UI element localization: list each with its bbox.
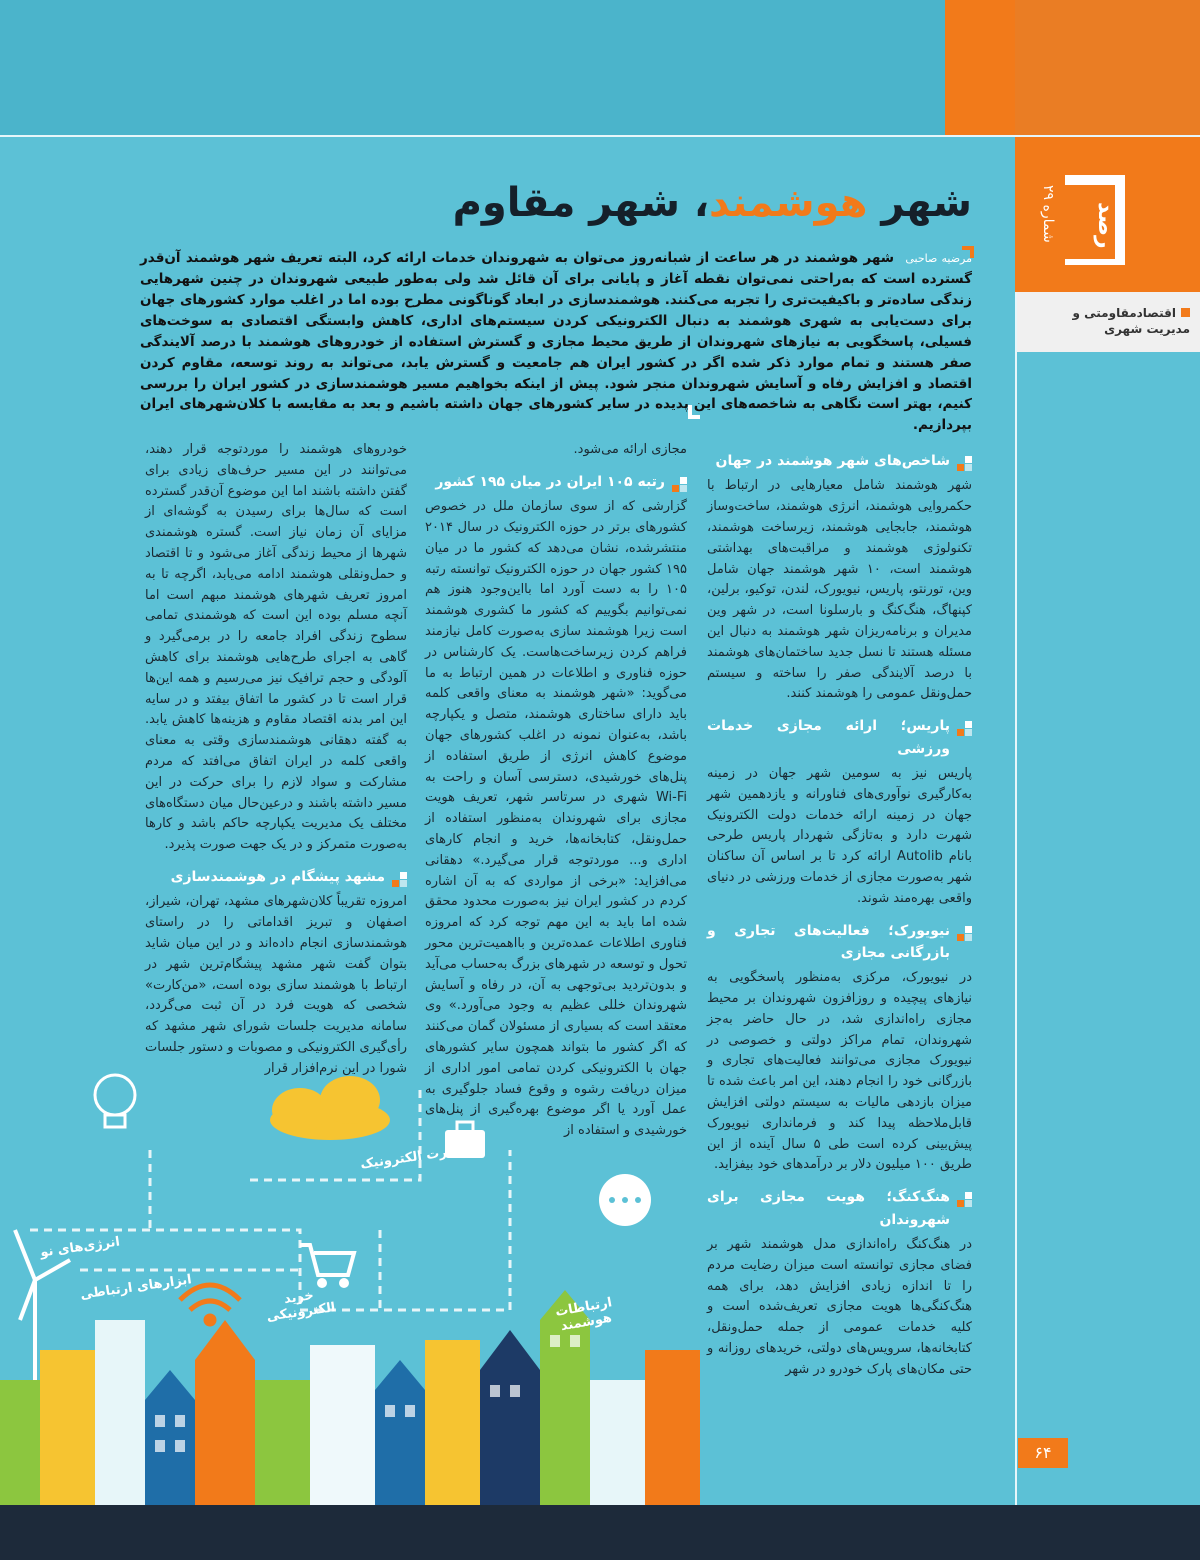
bullet-icon	[956, 456, 972, 472]
issue-number: شماره ۲۹	[1040, 185, 1056, 243]
paragraph: مجازی ارائه می‌شود.	[573, 442, 687, 457]
paragraph: امروزه تقریباً کلان‌شهرهای مشهد، تهران، شیراز، اصفهان و تبریز اقداماتی را در راستای هوشمندسازی انجام داده‌اند و در این میان شاید بتوان گفت شهر مشهد پیشگام‌ترین شهر در ارتباط با هوشمند سازی بوده است، «من‌کارت» شخصی که هویت فرد در آن ثبت می‌گردد، سامانه مدیریت جلسات شورای شهر مشهد که رأی‌گیری الکترونیکی و مصوبات و دستور جلسات شورا در این نرم‌افزار قرار	[145, 894, 407, 1076]
label-e-shopping: خرید الکترونیکی	[265, 1288, 337, 1325]
subheading: پاریس؛ ارائه مجازی خدمات ورزشی	[707, 715, 972, 760]
label-communication-tools: ابزارهای ارتباطی	[79, 1272, 193, 1303]
subheading: مشهد پیشگام در هوشمندسازی	[145, 866, 407, 888]
chat-icon	[599, 1174, 651, 1226]
page-number: ۶۴	[1018, 1438, 1068, 1468]
lightbulb-icon	[95, 1075, 135, 1127]
subheading: نیویورک؛ فعالیت‌های تجاری و بازرگانی مجازی	[707, 920, 972, 965]
square-icon	[1181, 308, 1190, 317]
paragraph: در نیویورک، مرکزی به‌منظور پاسخگویی به نیازهای پیچیده و روزافزون شهروندان بر محیط مجازی راه‌اندازی شد، در حال حاضر به‌جز شهروندان، تمام مراکز دولتی و خصوصی در نیویورک مجازی می‌توانند فعالیت‌های تجاری و بازرگانی خود را انجام دهند، این امر باعث شده تا میزان بازدهی مالیات به سیستم دولتی افزایش قابل‌ملاحظه پیدا کند و فرمانداری نیویورک پیش‌بینی کرده است طی ۵ سال آینده از این طریق ۱۰۰ میلیون دلار بر درآمدهای خود بیفزاید.	[707, 970, 972, 1173]
column-3	[145, 440, 407, 1084]
label-ecommerce: تجارت الکترونیک	[359, 1142, 467, 1173]
subheading: هنگ‌کنگ؛ هویت مجازی برای شهروندان	[707, 1186, 972, 1231]
lead-end-mark	[688, 405, 700, 419]
title-highlight: هوشمند	[709, 180, 868, 226]
wifi-icon	[180, 1285, 240, 1324]
footer-bar	[0, 1505, 1200, 1560]
section-tag	[1030, 305, 1190, 337]
bullet-icon	[956, 721, 972, 737]
bullet-icon	[956, 926, 972, 942]
bullet-icon	[671, 477, 687, 493]
bullet-icon	[956, 1192, 972, 1208]
paragraph: در هنگ‌کنگ راه‌اندازی مدل هوشمند شهر بر فضای مجازی توانسته است میزان رضایت مردم را تا اندازه زیادی افزایش دهد، برای همه هنگ‌کنگی‌ها هویت مجازی تعریف‌شده است و کلیه خدمات عمومی از جمله حمل‌ونقل، کتابخانه‌ها، سرویس‌های دولتی، خریدهای روزانه و حتی مکان‌های پارک خودرو در شهر	[707, 1237, 972, 1377]
smart-city-illustration	[0, 1000, 700, 1505]
author-name: مرضیه صاحبی	[905, 252, 973, 265]
shopping-cart-icon	[300, 1245, 354, 1286]
subheading: رتبه ۱۰۵ ایران در میان ۱۹۵ کشور	[425, 471, 687, 493]
bullet-icon	[391, 872, 407, 888]
column-1	[707, 440, 972, 1385]
paragraph: گزارشی که از سوی سازمان ملل در خصوص کشورهای برتر در حوزه الکترونیک در سال ۲۰۱۴ منتشرشده، نشان می‌دهد که کشور ما در میان ۱۹۵ کشور جهان در حوزه الکترونیک توانسته رتبه ۱۰۵ را به دست آورد اما بااین‌وجود هنوز هم نمی‌توانیم بگوییم که کشور ما کشوری هوشمند است زیرا هوشمند سازی به‌صورت کامل نیازمند فراهم کردن زیرساخت‌هاست. یک کارشناس در حوزه فناوری و اطلاعات در همین ارتباط به ما می‌گوید: «شهر هوشمند به معنای واقعی کلمه باید دارای ساختاری هوشمند، متصل و یکپارچه باشد، به‌عنوان نمونه در اغلب کشورهای جهان موضوع کاهش انرژی از طریق استفاده از پنل‌های خورشیدی، دسترسی آسان و راحت به Wi-Fi شهری در سرتاسر شهر، تعریف هویت مجازی برای شهروندان به‌منظور استفاده از حمل‌ونقل، کتابخانه‌ها، خرید و انجام کارهای اداری و... موردتوجه قرار می‌گیرد.» دهقانی می‌افزاید: «برخی از مواردی که به آن اشاره کردم در کشور ایران نیز به‌صورت محدود محقق شده اما باید به این مهم توجه کرد که امروزه فناوری اطلاعات عمده‌ترین و بااهمیت‌ترین محور تحول و توسعه در شهرهای بزرگ به‌حساب می‌آید و بدون‌تردید بی‌توجهی به آن، در رفاه و آسایش شهروندان خللی عظیم به وجود می‌آورد.» وی معتقد است که بسیاری از مسئولان گمان می‌کنند که اگر کشور ما بتواند همچون سایر کشورهای جهان با الکترونیکی کردن تمامی امور اداری از میزان دریافت رشوه و وقوع فساد جلوگیری به عمل آورد یا اگر موضوع بهره‌گیری از پنل‌های خورشیدی و استفاده از	[425, 499, 687, 1139]
sidebar-panel	[1015, 292, 1200, 1560]
paragraph: پاریس نیز به سومین شهر جهان در زمینه به‌کارگیری نوآوری‌های فناورانه و یازدهمین شهر جهان در زمینه ارائه خدمات دولت الکترونیک شهرت دارد و به‌تازگی شهردار پاریس طرحی بانام Autolib ارائه کرد تا بر اساس آن ساکنان شهر به‌صورت مجازی از خدمات ورزشی در دنیای واقعی بهره‌مند شوند.	[707, 765, 972, 906]
paragraph: خودروهای هوشمند را موردتوجه قرار دهند، می‌توانند در این مسیر حرف‌های زیادی برای گفتن داشته باشند اما این موضوع آن‌قدر گسترده است که سال‌ها برای رسیدن به گوشه‌ای از مزایای آن زمان نیاز است. گستره هوشمندی شهرها از محیط زندگی آغاز می‌شود و تا اقتصاد و حمل‌ونقلی هوشمند ادامه می‌یابد، اگرچه تا به امروز تعریف شهرهای هوشمند مبهم است اما آنچه مسلم بوده این است که هوشمندی تمامی سطوح زندگی افراد جامعه را در برمی‌گیرد و گاهی به اجرای طرح‌هایی هوشمند برای کاهش آلودگی و حجم ترافیک نیز می‌رسیم و همه این‌ها قرار است تا در کشور ما اتفاق بیفتد و در سایه این امر بدنه اقتصاد مقاوم و هزینه‌ها کاهش یابد. به گفته دهقانی هوشمندسازی وقتی به معنای واقعی کلمه در ایران اتفاق می‌افتد که مردم مشارکت و سواد لازم را برای حرکت در این مسیر داشته باشند و درعین‌حال میان دستگاه‌های مختلف یک مدیریت یکپارچه حاکم باشد و کارها به‌صورت متمرکز و در یک جهت صورت پذیرد.	[145, 442, 407, 853]
orange-accent-block	[945, 0, 1015, 135]
label-renewable-energy: انرژی‌های نو	[39, 1234, 121, 1261]
paragraph: شهر هوشمند شامل معیارهایی در ارتباط با حکمروایی هوشمند، انرژی هوشمند، ساخت‌وساز هوشمند، جابجایی هوشمند، زیرساخت هوشمند، تکنولوژی هوشمند و مراقبت‌های بهداشتی هوشمند است، ۱۰ شهر هوشمند جهان شامل وین، تورنتو، پاریس، نیویورک، لندن، توکیو، برلین، کپنهاگ، هنگ‌کنگ و بارسلونا است، در شهر وین مدیران و برنامه‌ریزان شهر هوشمند به دنبال این مسئله هستند تا نسل جدید ساختمان‌های هوشمند با درصد آلایندگی صفر را ساخته و سیستم حمل‌ونقل عمومی را هوشمند کنند.	[707, 478, 972, 702]
magazine-logo: رصد	[1093, 201, 1118, 249]
label-smart-communications: ارتباطات هوشمند	[554, 1295, 614, 1335]
article-lead	[140, 248, 972, 436]
lead-text: شهر هوشمند در هر ساعت از شبانه‌روز می‌توان به شهروندان خدمات ارائه کرد، البته تعریف شهر هوشمند آن‌قدر گسترده است که به‌راحتی نمی‌توان نقطه آغاز و پایانی برای آن قائل شد ولی به‌طور طبیعی شهروندان در چنین شهرهایی زندگی ساده‌تر و باکیفیت‌تری را تجربه می‌کنند. هوشمندسازی در ابعاد گوناگونی مطرح بوده اما در اغلب موارد کشورهای جهان برای دست‌یابی به شهری هوشمند به دنبال الکترونیکی کردن سیستم‌های اداری، کاهش وابستگی اقتصادی به سوخت‌های فسیلی، پاسخگویی به نیازهای شهروندان از طریق محیط مجازی و گسترش استفاده از خودروهای هوشمند با درصد آلایندگی صفر هستند و تمام موارد ذکر شده اگر در کشور ایران هم جامعیت و گسترش یابد، می‌تواند به روند توسعه، مقاوم کردن اقتصاد و افزایش رفاه و آسایش شهروندان منجر شود. پیش از اینکه بخواهیم مسیر هوشمندسازی در کشور ایران را بررسی کنیم، بهتر است نگاهی به شاخصه‌های این پدیده در سایر کشورهای جهان داشته باشیم و بعد به مقایسه با کلان‌شهرهای ایران بپردازیم.	[140, 250, 972, 434]
subheading: شاخص‌های شهر هوشمند در جهان	[707, 450, 972, 472]
article-title: شهر هوشمند، شهر مقاوم	[452, 180, 972, 226]
orange-corner-block	[1015, 0, 1200, 135]
section-name: اقتصادمقاومتی و مدیریت شهری	[1072, 306, 1190, 337]
